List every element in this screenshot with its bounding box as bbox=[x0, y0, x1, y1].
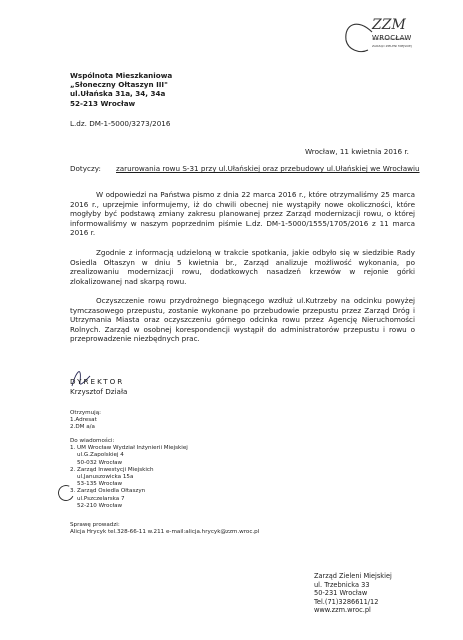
signatory-title: DYREKTOR bbox=[70, 377, 125, 386]
recipients-heading: Otrzymują: bbox=[70, 410, 102, 416]
recipients-block bbox=[70, 410, 101, 432]
logo-city: WROCŁAW bbox=[372, 34, 412, 42]
signatory-name: Krzysztof Działa bbox=[70, 387, 128, 396]
recipient-line: Wspólnota Mieszkaniowa bbox=[70, 71, 173, 80]
footer-line: ul. Trzebnicka 33 bbox=[314, 580, 370, 589]
cc-heading: Do wiadomości: bbox=[70, 438, 115, 444]
cc-item-number: 2. bbox=[70, 466, 76, 473]
cc-item-number: 3. bbox=[70, 488, 76, 495]
reference-number: L.dz. DM-1-5000/3273/2016 bbox=[70, 119, 171, 128]
cc-item-line: 52-210 Wrocław bbox=[77, 502, 123, 509]
body-paragraph: Zgodnie z informacją udzieloną w trakcie spotkania, jakie odbyło się w siedzibie Rady Osiedla Ołtaszyn w dniu 5 kwietnia br., Zarząd analizuje możliwość wykonania, po zrealizowaniu modernizacji rowu, dodatkowych nasadzeń krzewów w rejonie górki zlokalizowanej nad skarpą rowu. bbox=[70, 248, 415, 286]
cc-item-line: ul.Pszczelarska 7 bbox=[77, 495, 125, 502]
recipient-address bbox=[70, 71, 172, 108]
letter-date: Wrocław, 11 kwietnia 2016 r. bbox=[305, 147, 409, 156]
cc-item-line: 53-135 Wrocław bbox=[77, 481, 123, 488]
case-handler-contact: Alicja Hrycyk tel.328-66-11 w.211 e-mail:alicja.hrycyk@zzm.wroc.pl bbox=[70, 529, 260, 536]
logo-subtitle: ZARZĄD ZIELENI MIEJSKIEJ bbox=[372, 44, 412, 48]
subject-text: zarurowania rowu S-31 przy ul.Ułańskiej oraz przebudowy ul.Ułańskiej we Wrocławiu bbox=[116, 164, 420, 173]
sender-footer bbox=[314, 572, 392, 615]
body-paragraph: Oczyszczenie rowu przydrożnego biegnącego wzdłuż ul.Kutrzeby na odcinku powyżej tymczasowego przepustu, zostanie wykonane po przebudowie przepustu przez Zarząd Dróg i Utrzymania Miasta oraz oczyszczeniu górnego odcinka rowu przez Agencję Nieruchomości Rolnych. Zarząd w osobnej korespondencji wystąpił do administratorów przepustu i rowu o przeprowadzenie niezbędnych prac. bbox=[70, 296, 415, 343]
footer-line: 50-231 Wrocław bbox=[314, 589, 368, 598]
cc-item-line: Zarząd Inwestycji Miejskich bbox=[77, 466, 154, 473]
cc-item-number: 1. bbox=[70, 445, 76, 452]
recipient-line: ul.Ułańska 31a, 34, 34a bbox=[70, 89, 166, 99]
recipient-line: 52-213 Wrocław bbox=[70, 98, 136, 108]
cc-block bbox=[70, 438, 188, 510]
cc-item bbox=[70, 467, 188, 489]
subject-label: Dotyczy: bbox=[70, 164, 101, 173]
recipient-line: „Słoneczny Ołtaszyn III" bbox=[70, 80, 168, 90]
recipient-item: 2.DM a/a bbox=[70, 424, 95, 431]
case-handler-block bbox=[70, 522, 259, 536]
cc-item-line: UM Wrocław Wydział Inżynierii Miejskiej bbox=[77, 445, 188, 452]
cc-item-line: ul.Januszowicka 15a bbox=[77, 474, 134, 481]
case-handler-heading: Sprawę prowadzi: bbox=[70, 522, 120, 528]
cc-item bbox=[70, 445, 188, 467]
footer-line: Zarząd Zieleni Miejskiej bbox=[314, 572, 392, 580]
footer-line: www.zzm.wroc.pl bbox=[314, 606, 371, 615]
cc-item-line: Zarząd Osiedla Ołtaszyn bbox=[77, 488, 146, 495]
cc-item bbox=[70, 488, 188, 510]
body-paragraph: W odpowiedzi na Państwa pismo z dnia 22 marca 2016 r., które otrzymaliśmy 25 marca 2016 r., uprzejmie informujemy, iż do chwili obecnej nie wystąpiły nowe okoliczności, które mogłyby być podstawą zmiany zakresu planowanej przez Zarząd modernizacji rowu, o której informowaliśmy w naszym poprzednim piśmie L.dz. DM-1-5000/1555/1705/2016 z 11 marca 2016 r. bbox=[70, 190, 415, 237]
zzm-logo bbox=[338, 14, 422, 56]
footer-line: Tel.(71)3286611/12 bbox=[314, 597, 379, 606]
logo-brand-text: ZZM bbox=[372, 17, 406, 33]
cc-item-line: ul.G.Zapolskiej 4 bbox=[77, 452, 124, 459]
cc-item-line: 50-032 Wrocław bbox=[77, 459, 123, 466]
handwritten-signature bbox=[60, 352, 130, 392]
recipient-item: 1.Adresat bbox=[70, 417, 97, 424]
